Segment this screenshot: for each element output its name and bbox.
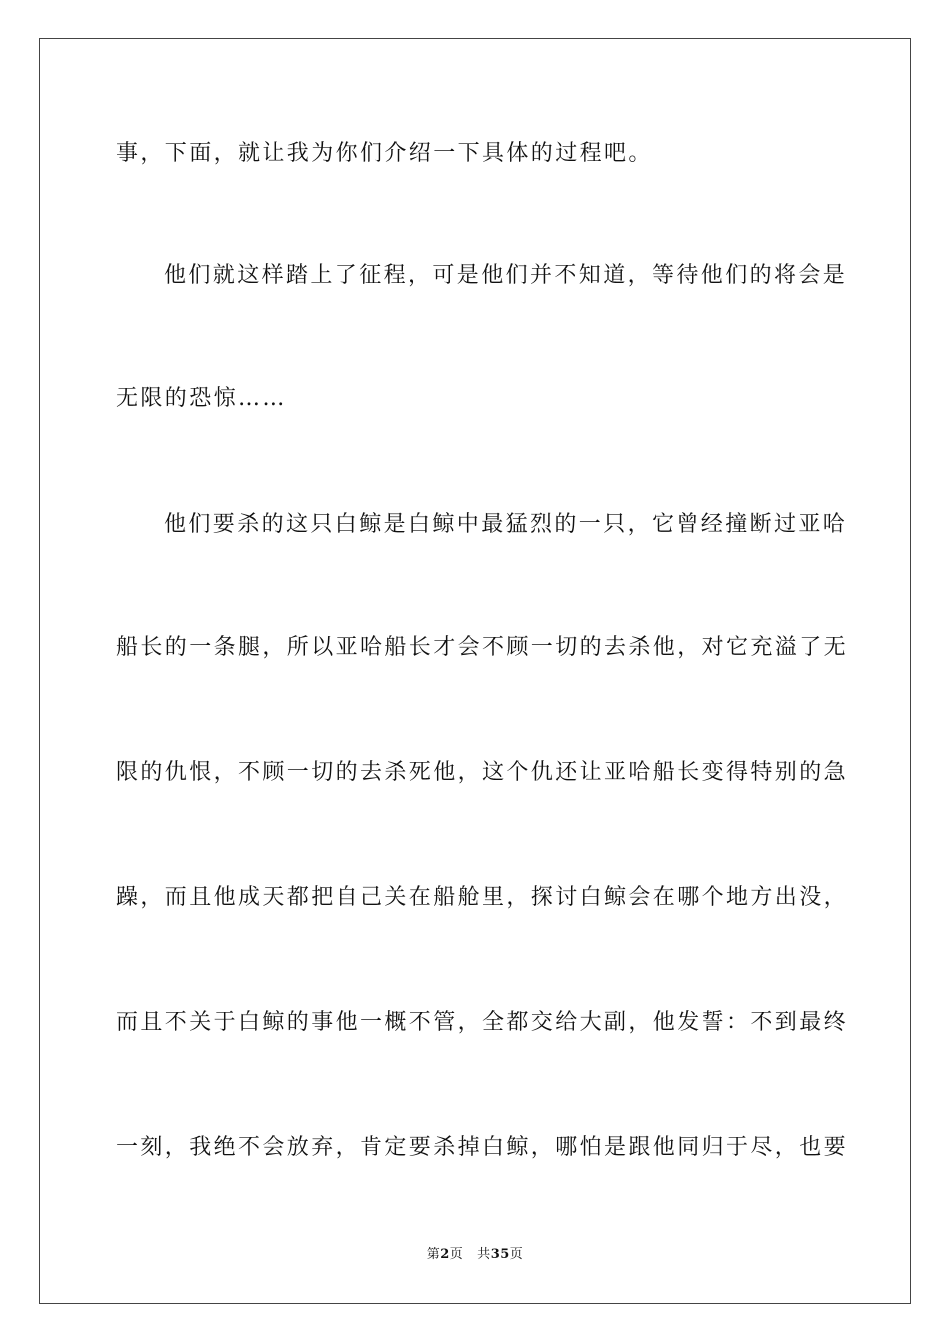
footer-page-number: 2	[440, 1247, 450, 1262]
body-text-line-1: 事，下面，就让我为你们介绍一下具体的过程吧。	[116, 141, 653, 166]
footer-total-pages: 35	[490, 1247, 510, 1262]
body-text-line-7: 躁，而且他成天都把自己关在船舱里，探讨白鲸会在哪个地方出没，	[116, 885, 849, 910]
footer-page-suffix: 页	[449, 1247, 464, 1262]
body-text-line-4: 他们要杀的这只白鲸是白鲸中最猛烈的一只，它曾经撞断过亚哈	[164, 512, 848, 537]
page-border	[39, 38, 911, 1304]
footer-page-prefix: 第	[426, 1247, 441, 1262]
body-text-line-5: 船长的一条腿，所以亚哈船长才会不顾一切的去杀他，对它充溢了无	[116, 635, 849, 660]
body-text-line-6: 限的仇恨，不顾一切的去杀死他，这个仇还让亚哈船长变得特别的急	[116, 760, 849, 785]
body-text-line-2: 他们就这样踏上了征程，可是他们并不知道，等待他们的将会是	[164, 263, 848, 288]
footer-total-prefix: 共	[477, 1247, 491, 1262]
body-text-line-3: 无限的恐惊……	[116, 386, 287, 411]
page-footer	[0, 1246, 950, 1264]
body-text-line-9: 一刻，我绝不会放弃，肯定要杀掉白鲸，哪怕是跟他同归于尽，也要	[116, 1135, 849, 1160]
footer-total-suffix: 页	[509, 1247, 524, 1262]
body-text-line-8: 而且不关于白鲸的事他一概不管，全都交给大副，他发誓：不到最终	[116, 1010, 849, 1035]
